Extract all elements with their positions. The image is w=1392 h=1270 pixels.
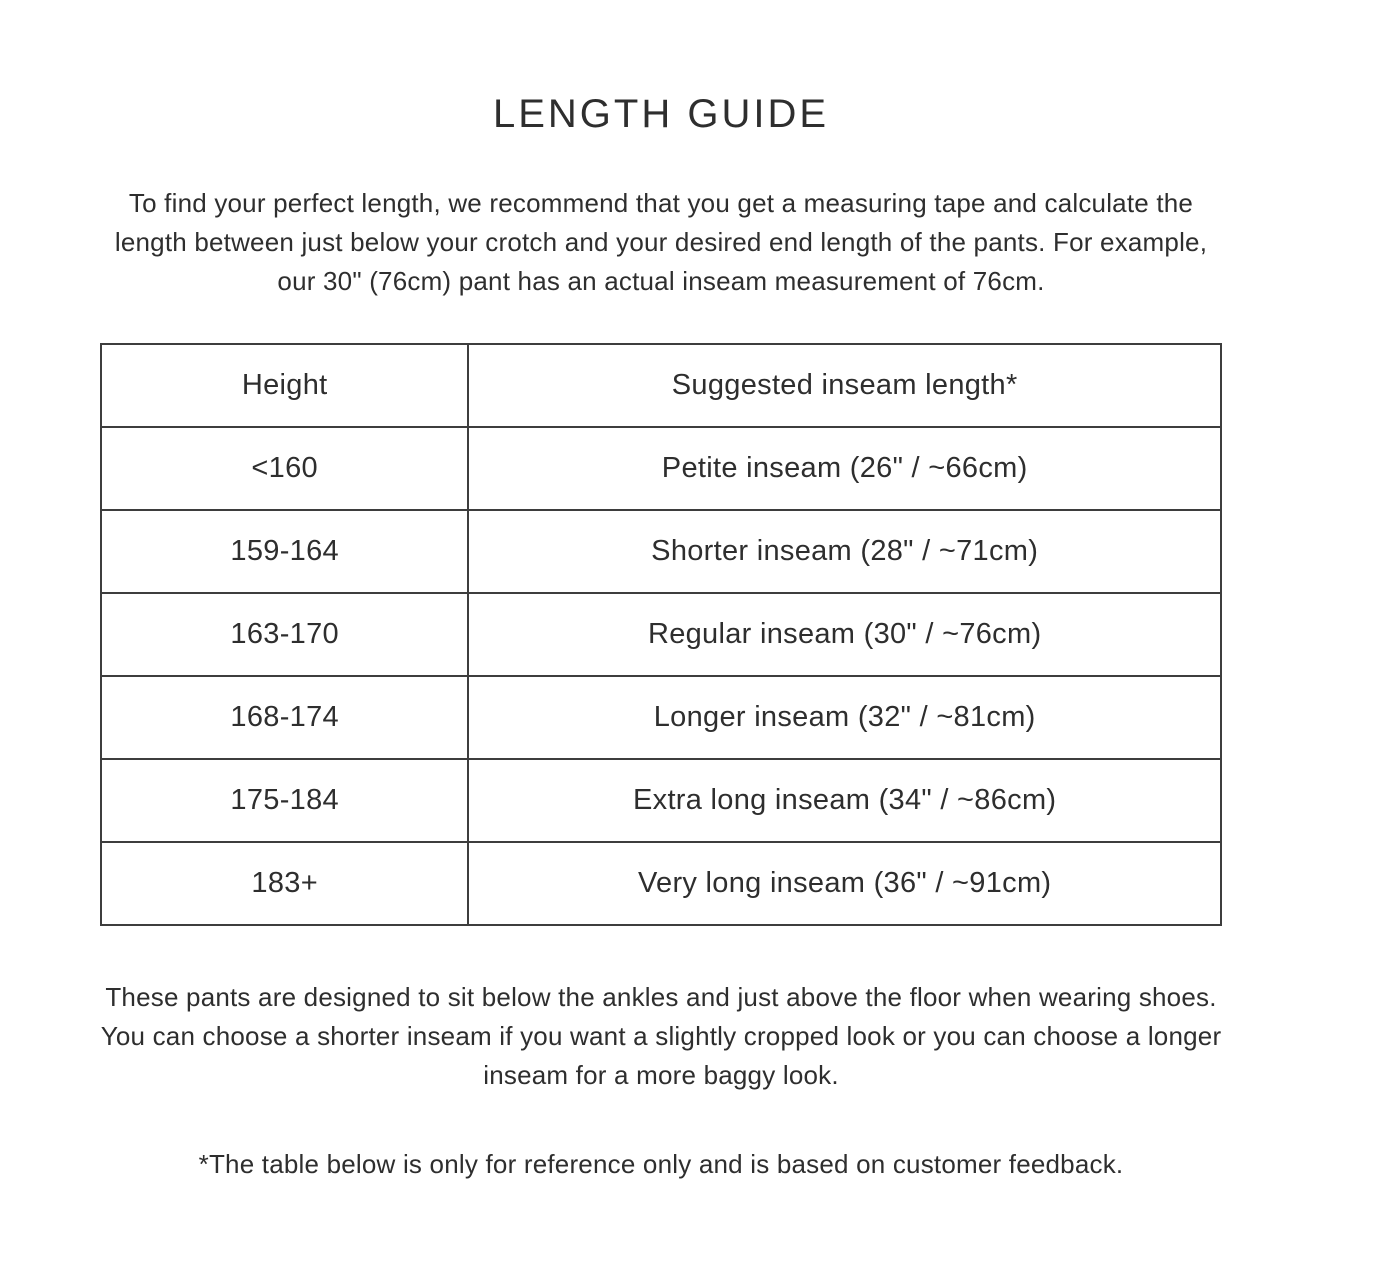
length-guide-page (100, 0, 1222, 1230)
table-header-row (101, 344, 1221, 427)
height-cell: 168-174 (101, 676, 468, 759)
table-row (101, 427, 1221, 510)
table-body (101, 427, 1221, 925)
inseam-cell: Very long inseam (36" / ~91cm) (468, 842, 1221, 925)
intro-text: To find your perfect length, we recommend that you get a measuring tape and calculate the length between just below your crotch and your desired end length of the pants. For example, our 30" (76cm) pant has an actual inseam measurement of 76cm. (114, 188, 1208, 296)
inseam-cell: Petite inseam (26" / ~66cm) (468, 427, 1221, 510)
inseam-cell: Shorter inseam (28" / ~71cm) (468, 510, 1221, 593)
height-cell: <160 (101, 427, 468, 510)
inseam-cell: Extra long inseam (34" / ~86cm) (468, 759, 1221, 842)
table-row (101, 510, 1221, 593)
inseam-cell: Regular inseam (30" / ~76cm) (468, 593, 1221, 676)
page-title: LENGTH GUIDE (492, 92, 830, 136)
inseam-guide-table (100, 343, 1222, 926)
table-row (101, 676, 1221, 759)
height-cell: 163-170 (101, 593, 468, 676)
table-row (101, 842, 1221, 925)
table-row (101, 593, 1221, 676)
table-row (101, 759, 1221, 842)
note-text: These pants are designed to sit below the ankles and just above the floor when wearing shoes. You can choose a shorter inseam if you want a slightly cropped look or you can choose a longer inseam for a more baggy look. (100, 982, 1222, 1090)
height-cell: 159-164 (101, 510, 468, 593)
inseam-cell: Longer inseam (32" / ~81cm) (468, 676, 1221, 759)
column-header-height: Height (101, 344, 468, 427)
column-header-inseam: Suggested inseam length* (468, 344, 1221, 427)
height-cell: 175-184 (101, 759, 468, 842)
footnote-text: *The table below is only for reference only and is based on customer feedback. (198, 1149, 1124, 1179)
height-cell: 183+ (101, 842, 468, 925)
